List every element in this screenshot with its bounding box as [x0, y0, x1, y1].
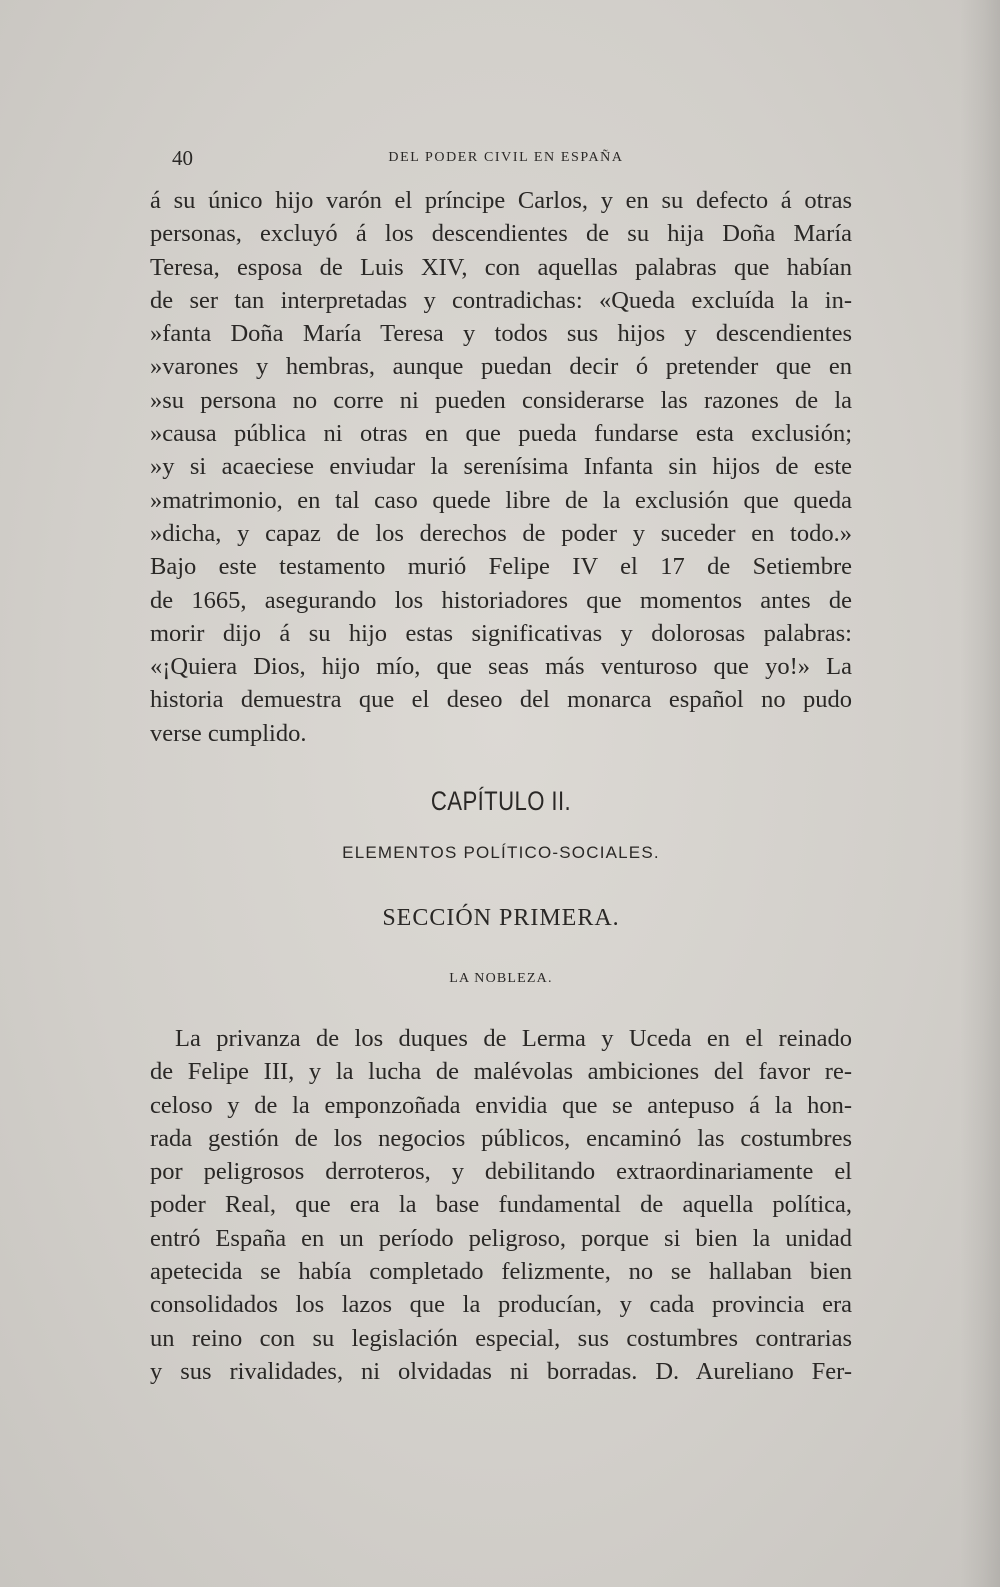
text-line: por peligrosos derroteros, y debilitando extraordinariamente el: [150, 1158, 852, 1186]
text-line: consolidados los lazos que la producían, y cada provincia era: [150, 1291, 852, 1319]
text-line: »causa pública ni otras en que pueda fundarse esta exclusión;: [150, 420, 852, 448]
text-line: de ser tan interpretadas y contradichas: «Queda excluída la in-: [150, 286, 852, 314]
running-head: [152, 146, 860, 176]
text-line: poder Real, que era la base fundamental de aquella política,: [150, 1191, 852, 1219]
paragraph-2: [150, 1022, 852, 1388]
running-title: DEL PODER CIVIL EN ESPAÑA: [388, 150, 624, 165]
section-title: SECCIÓN PRIMERA.: [382, 905, 620, 931]
page-number: 40: [172, 146, 193, 170]
text-line: apetecida se había completado felizmente, no se hallaban bien: [150, 1258, 852, 1286]
text-line: »dicha, y capaz de los derechos de poder y suceder en todo.»: [150, 519, 852, 547]
text-line: »fanta Doña María Teresa y todos sus hijos y descendientes: [150, 320, 852, 348]
text-line: »y si acaeciese enviudar la serenísima Infanta sin hijos de este: [150, 453, 852, 481]
text-line: La privanza de los duques de Lerma y Uceda en el reinado: [175, 1025, 852, 1052]
text-line: verse cumplido.: [150, 719, 307, 747]
text-line: »matrimonio, en tal caso quede libre de la exclusión que queda: [150, 486, 852, 514]
chapter-subtitle: ELEMENTOS POLÍTICO-SOCIALES.: [342, 843, 660, 862]
text-line: entró España en un período peligroso, porque si bien la unidad: [150, 1224, 852, 1252]
text-line: Bajo este testamento murió Felipe IV el 17 de Setiembre: [150, 553, 852, 581]
text-line: un reino con su legislación especial, sus costumbres contrarias: [150, 1324, 852, 1352]
text-line: »varones y hembras, aunque puedan decir ó pretender que en: [150, 353, 852, 381]
section-subtitle: LA NOBLEZA.: [449, 971, 553, 986]
text-line: personas, excluyó á los descendientes de su hija Doña María: [150, 220, 852, 248]
text-line: á su único hijo varón el príncipe Carlos, y en su defecto á otras: [150, 187, 852, 214]
text-line: «¡Quiera Dios, hijo mío, que seas más venturoso que yo!» La: [150, 653, 852, 681]
text-line: de Felipe III, y la lucha de malévolas ambiciones del favor re-: [150, 1058, 852, 1086]
text-line: historia demuestra que el deseo del monarca español no pudo: [150, 686, 852, 714]
binding-shadow: [960, 0, 1000, 1587]
paragraph-1: [150, 184, 852, 750]
text-line: Teresa, esposa de Luis XIV, con aquellas palabras que habían: [150, 253, 852, 281]
text-line: de 1665, asegurando los historiadores que momentos antes de: [150, 586, 852, 614]
chapter-title: CAPÍTULO II.: [430, 786, 572, 816]
text-line: »su persona no corre ni pueden considerarse las razones de la: [150, 386, 852, 414]
text-line: y sus rivalidades, ni olvidadas ni borradas. D. Aureliano Fer-: [150, 1357, 852, 1385]
text-line: celoso y de la emponzoñada envidia que se antepuso á la hon-: [150, 1091, 852, 1119]
text-line: rada gestión de los negocios públicos, encaminó las costumbres: [150, 1124, 852, 1152]
text-line: morir dijo á su hijo estas significativas y dolorosas palabras:: [150, 619, 852, 647]
